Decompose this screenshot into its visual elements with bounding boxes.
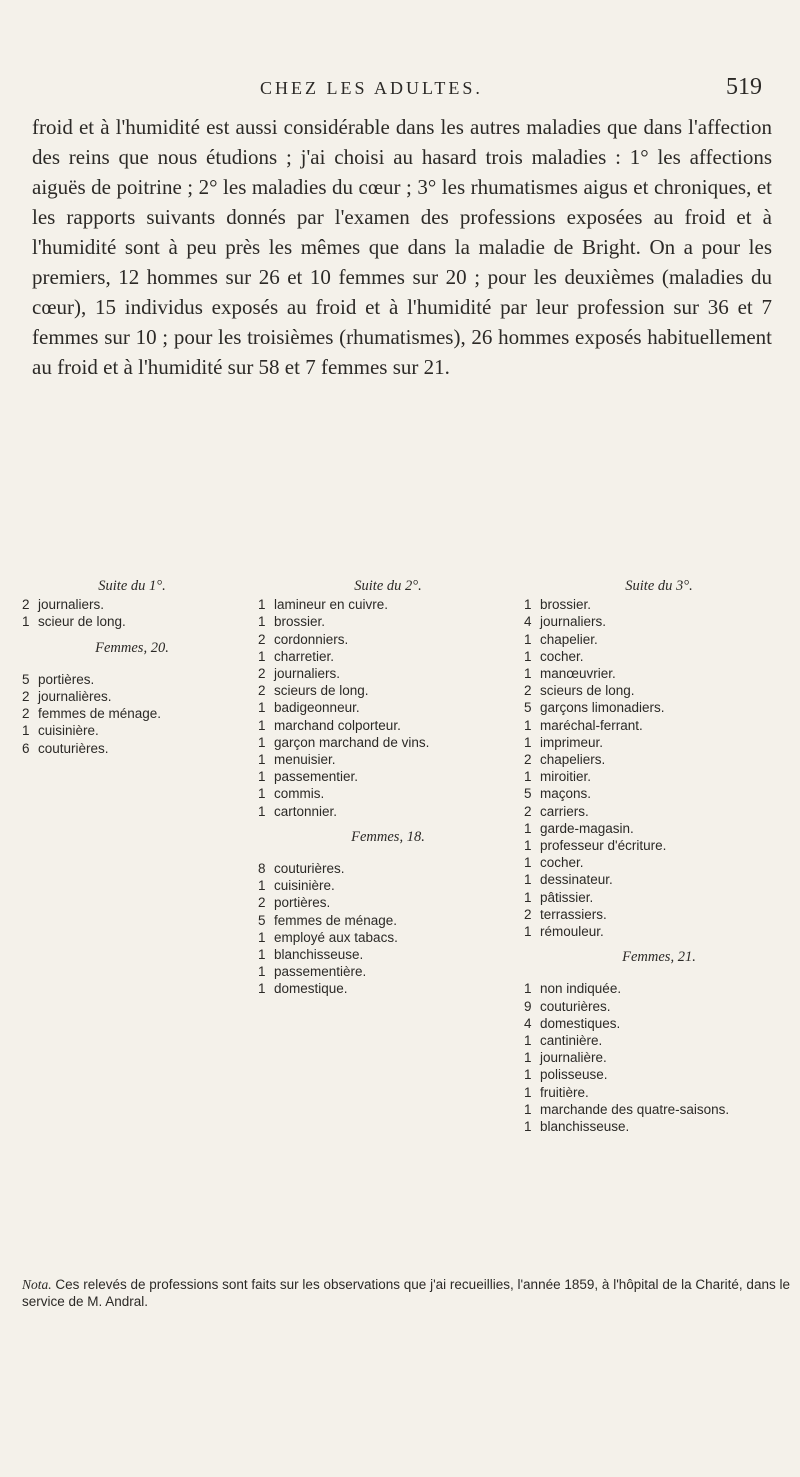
item-profession: brossier. — [540, 597, 592, 613]
list-item — [524, 980, 794, 997]
item-count: 1 — [258, 878, 266, 894]
footnote-label: Nota. — [22, 1277, 52, 1292]
item-profession: badigeonneur. — [274, 700, 360, 716]
item-count: 2 — [22, 689, 30, 705]
item-count: 9 — [524, 998, 532, 1014]
list-item — [524, 596, 794, 613]
list-item — [524, 768, 794, 785]
item-profession: femmes de ménage. — [38, 706, 162, 722]
list-item — [258, 596, 518, 613]
running-head: CHEZ LES ADULTES. — [260, 78, 483, 98]
item-count: 1 — [524, 1033, 532, 1049]
item-count: 1 — [258, 769, 266, 785]
item-count: 2 — [22, 597, 30, 613]
item-count: 8 — [258, 861, 266, 877]
item-profession: dessinateur. — [540, 872, 613, 888]
list-item — [524, 871, 794, 888]
list-item — [258, 699, 518, 716]
item-profession: garde-magasin. — [540, 820, 634, 836]
list-item — [524, 803, 794, 820]
item-profession: carriers. — [540, 803, 589, 819]
item-profession: polisseuse. — [540, 1067, 608, 1083]
column-2 — [258, 578, 518, 998]
item-profession: commis. — [274, 786, 325, 802]
list-item — [524, 682, 794, 699]
item-profession: couturières. — [274, 861, 345, 877]
item-count: 1 — [524, 924, 532, 940]
list-item — [524, 998, 794, 1015]
item-count: 2 — [524, 803, 532, 819]
list-item — [258, 963, 518, 980]
page-number: 519 — [726, 74, 762, 100]
list-item — [524, 854, 794, 871]
women-list — [258, 860, 518, 998]
item-count: 5 — [524, 786, 532, 802]
list-item — [22, 705, 242, 722]
column-title: Suite du 3°. — [625, 578, 693, 594]
item-count: 1 — [524, 1119, 532, 1135]
list-item — [258, 768, 518, 785]
item-profession: portières. — [38, 671, 95, 687]
item-count: 1 — [524, 631, 532, 647]
list-item — [258, 682, 518, 699]
item-profession: pâtissier. — [540, 889, 594, 905]
item-profession: chapeliers. — [540, 752, 606, 768]
item-profession: domestique. — [274, 981, 348, 997]
item-count: 1 — [524, 981, 532, 997]
list-item — [258, 929, 518, 946]
item-count: 1 — [258, 803, 266, 819]
item-profession: miroitier. — [540, 769, 592, 785]
item-profession: fruitière. — [540, 1084, 589, 1100]
item-profession: brossier. — [274, 614, 326, 630]
item-profession: cordonniers. — [274, 631, 349, 647]
list-item — [258, 912, 518, 929]
item-profession: maçons. — [540, 786, 592, 802]
item-count: 2 — [258, 631, 266, 647]
list-item — [524, 1066, 794, 1083]
list-item — [258, 980, 518, 997]
women-subtitle: Femmes, 20. — [95, 639, 169, 656]
list-item — [524, 1049, 794, 1066]
item-profession: non indiquée. — [540, 981, 622, 997]
item-profession: manœuvrier. — [540, 666, 616, 682]
list-item — [524, 699, 794, 716]
list-item — [524, 1032, 794, 1049]
item-count: 1 — [524, 872, 532, 888]
list-item — [258, 717, 518, 734]
women-list — [524, 980, 794, 1135]
item-count: 1 — [258, 734, 266, 750]
list-item — [524, 1101, 794, 1118]
item-profession: garçons limonadiers. — [540, 700, 665, 716]
list-item — [258, 785, 518, 802]
item-profession: portières. — [274, 895, 331, 911]
item-count: 1 — [524, 734, 532, 750]
list-item — [22, 688, 242, 705]
list-item — [258, 631, 518, 648]
list-item — [258, 734, 518, 751]
item-count: 1 — [258, 786, 266, 802]
list-item — [258, 860, 518, 877]
list-item — [524, 631, 794, 648]
list-item — [524, 906, 794, 923]
item-profession: blanchisseuse. — [540, 1119, 630, 1135]
item-count: 1 — [524, 838, 532, 854]
item-count: 1 — [258, 981, 266, 997]
item-count: 2 — [258, 683, 266, 699]
item-profession: cocher. — [540, 648, 584, 664]
item-profession: cartonnier. — [274, 803, 338, 819]
list-item — [22, 613, 242, 630]
list-item — [524, 613, 794, 630]
item-count: 2 — [524, 906, 532, 922]
men-list — [258, 596, 518, 820]
item-profession: journaliers. — [540, 614, 607, 630]
item-count: 1 — [524, 1067, 532, 1083]
footnote-text: Ces relevés de professions sont faits sur les observations que j'ai recueillies, l'année 1859, à l'hôpital de la Charité, dans le service de M. Andral. — [22, 1277, 790, 1309]
footnote — [22, 1276, 790, 1310]
list-item — [258, 803, 518, 820]
item-profession: journaliers. — [38, 597, 105, 613]
list-item — [22, 596, 242, 613]
page-header — [0, 74, 800, 108]
list-item — [524, 923, 794, 940]
item-profession: employé aux tabacs. — [274, 929, 398, 945]
item-count: 1 — [524, 666, 532, 682]
list-item — [524, 717, 794, 734]
list-item — [258, 894, 518, 911]
item-profession: lamineur en cuivre. — [274, 597, 389, 613]
item-profession: terrassiers. — [540, 906, 607, 922]
item-profession: rémouleur. — [540, 924, 604, 940]
item-count: 1 — [524, 855, 532, 871]
list-item — [258, 648, 518, 665]
list-item — [258, 613, 518, 630]
item-profession: menuisier. — [274, 752, 336, 768]
body-paragraph: froid et à l'humidité est aussi considérable dans les autres maladies que dans l'affection des reins que nous étudions ; j'ai choisi au hasard trois maladies : 1° les affections aiguës de poitrine ; 2° les maladies du cœur ; 3° les rhumatismes aigus et chroniques, et les rapports suivants donnés par l'examen des professions exposées au froid et à l'humidité sont à peu près les mêmes que dans la maladie de Bright. On a pour les premiers, 12 hommes sur 26 et 10 femmes sur 20 ; pour les deuxièmes (maladies du cœur), 15 individus exposés au froid et à l'humidité par leur profession sur 36 et 7 femmes sur 10 ; pour les troisièmes (rhumatismes), 26 hommes exposés habituellement au froid et à l'humidité sur 58 et 7 femmes sur 21. — [32, 115, 772, 379]
list-item — [524, 837, 794, 854]
women-subtitle: Femmes, 21. — [622, 949, 696, 966]
list-item — [22, 722, 242, 739]
item-count: 1 — [258, 648, 266, 664]
item-profession: journaliers. — [274, 666, 341, 682]
list-item — [524, 648, 794, 665]
item-profession: scieurs de long. — [274, 683, 369, 699]
item-count: 1 — [524, 769, 532, 785]
item-count: 4 — [524, 614, 532, 630]
list-item — [524, 1084, 794, 1101]
list-item — [258, 751, 518, 768]
item-profession: cantinière. — [540, 1033, 603, 1049]
column-3 — [524, 578, 794, 1135]
item-count: 1 — [258, 614, 266, 630]
item-profession: cuisinière. — [274, 878, 335, 894]
item-profession: charretier. — [274, 648, 335, 664]
item-count: 6 — [22, 740, 30, 756]
column-title: Suite du 2°. — [354, 578, 422, 594]
item-profession: garçon marchand de vins. — [274, 734, 430, 750]
item-count: 1 — [524, 820, 532, 836]
list-item — [22, 740, 242, 757]
item-count: 1 — [258, 700, 266, 716]
list-item — [524, 734, 794, 751]
item-count: 1 — [258, 752, 266, 768]
list-item — [524, 1015, 794, 1032]
column-title: Suite du 1°. — [98, 578, 166, 594]
item-count: 4 — [524, 1015, 532, 1031]
item-count: 5 — [524, 700, 532, 716]
item-profession: passementier. — [274, 769, 359, 785]
item-profession: cocher. — [540, 855, 584, 871]
item-count: 2 — [258, 895, 266, 911]
men-list — [22, 596, 242, 630]
men-list — [524, 596, 794, 940]
item-profession: journalières. — [38, 689, 112, 705]
item-count: 2 — [22, 706, 30, 722]
item-profession: passementière. — [274, 964, 367, 980]
item-count: 5 — [258, 912, 266, 928]
item-count: 2 — [524, 752, 532, 768]
item-count: 1 — [524, 717, 532, 733]
list-item — [524, 889, 794, 906]
item-count: 1 — [524, 1084, 532, 1100]
item-count: 2 — [524, 683, 532, 699]
item-count: 1 — [524, 648, 532, 664]
item-count: 1 — [22, 614, 30, 630]
list-item — [258, 877, 518, 894]
women-subtitle: Femmes, 18. — [351, 828, 425, 845]
list-item — [524, 785, 794, 802]
item-profession: couturières. — [540, 998, 611, 1014]
item-count: 1 — [524, 1101, 532, 1117]
item-profession: imprimeur. — [540, 734, 604, 750]
item-profession: cuisinière. — [38, 723, 99, 739]
column-1 — [22, 578, 242, 757]
list-item — [524, 751, 794, 768]
item-count: 1 — [258, 947, 266, 963]
item-count: 1 — [524, 597, 532, 613]
item-count: 1 — [258, 717, 266, 733]
item-profession: maréchal-ferrant. — [540, 717, 643, 733]
item-profession: journalière. — [540, 1050, 607, 1066]
list-item — [22, 671, 242, 688]
item-count: 1 — [524, 1050, 532, 1066]
item-count: 1 — [524, 889, 532, 905]
item-count: 2 — [258, 666, 266, 682]
item-profession: couturières. — [38, 740, 109, 756]
list-item — [524, 820, 794, 837]
women-list — [22, 671, 242, 757]
item-count: 1 — [22, 723, 30, 739]
list-item — [258, 665, 518, 682]
item-profession: scieurs de long. — [540, 683, 635, 699]
item-profession: professeur d'écriture. — [540, 838, 667, 854]
item-profession: chapelier. — [540, 631, 598, 647]
list-item — [258, 946, 518, 963]
item-profession: marchand colporteur. — [274, 717, 401, 733]
item-profession: femmes de ménage. — [274, 912, 398, 928]
item-profession: marchande des quatre-saisons. — [540, 1101, 730, 1117]
item-profession: blanchisseuse. — [274, 947, 364, 963]
item-count: 1 — [258, 597, 266, 613]
item-count: 1 — [258, 964, 266, 980]
item-count: 1 — [258, 929, 266, 945]
list-item — [524, 665, 794, 682]
item-count: 5 — [22, 671, 30, 687]
list-item — [524, 1118, 794, 1135]
item-profession: scieur de long. — [38, 614, 126, 630]
item-profession: domestiques. — [540, 1015, 621, 1031]
